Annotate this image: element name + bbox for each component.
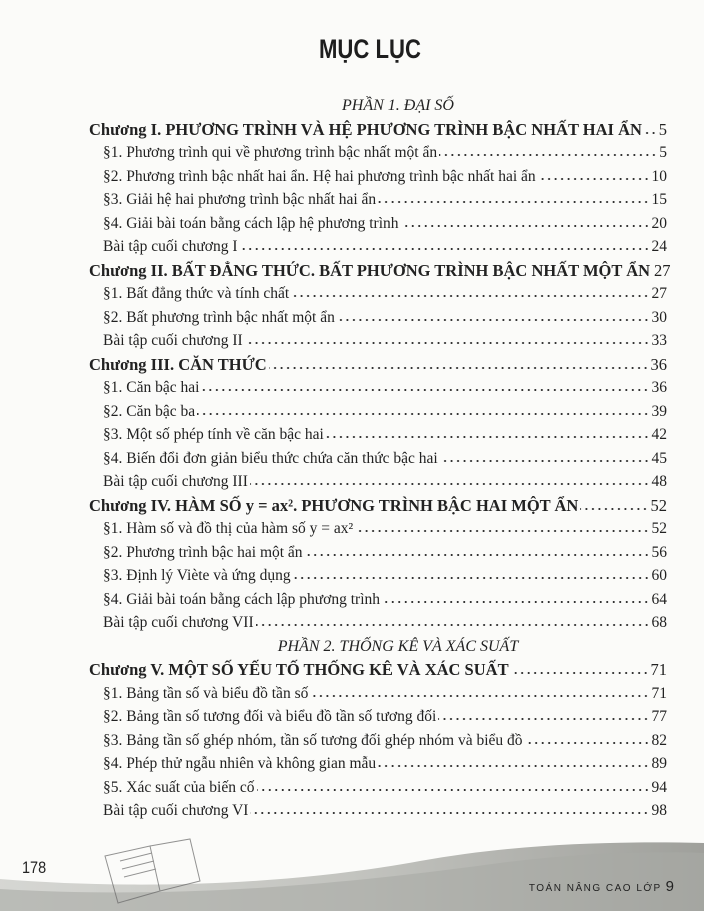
entry-page-number: 20 <box>651 214 667 232</box>
entry-page-number: 27 <box>651 285 667 302</box>
dot-leader <box>580 507 648 511</box>
dot-leader <box>538 177 650 181</box>
toc-section-entry <box>89 776 667 800</box>
toc-section-entry <box>89 212 667 236</box>
entry-page-number: 5 <box>659 144 667 161</box>
dot-leader <box>326 435 650 439</box>
dot-leader <box>382 600 649 604</box>
part-heading: PHẦN 2. THỐNG KÊ VÀ XÁC SUẤT <box>277 637 519 655</box>
entry-page-number: 42 <box>651 426 667 443</box>
entry-page-number: 71 <box>651 684 667 702</box>
entry-title: §1. Bất đẳng thức và tính chất <box>103 285 290 302</box>
entry-page-number: 68 <box>651 614 667 631</box>
toc-section-entry <box>89 588 667 612</box>
dot-leader <box>378 764 649 768</box>
book-title <box>529 878 674 895</box>
page-title: MỤC LỤC <box>318 34 422 64</box>
entry-title: §3. Bảng tần số ghép nhóm, tần số tương đối ghép nhóm và biểu đồ <box>103 731 523 749</box>
dot-leader <box>378 200 649 204</box>
dot-leader <box>256 623 650 627</box>
entry-page-number: 94 <box>651 778 667 796</box>
entry-title: §1. Bảng tần số và biểu đồ tần số <box>103 684 309 702</box>
entry-page-number: 27 <box>654 260 671 280</box>
dot-leader <box>305 553 650 557</box>
entry-title: §2. Phương trình bậc hai một ẩn <box>103 543 303 561</box>
dot-leader <box>197 412 649 416</box>
entry-page-number: 77 <box>651 708 667 725</box>
toc-chapter-entry <box>89 494 667 518</box>
toc-section-entry <box>89 541 667 565</box>
entry-page-number: 52 <box>651 520 667 537</box>
entry-page-number: 64 <box>651 590 667 608</box>
entry-title: §5. Xác suất của biến cố <box>103 778 255 796</box>
entry-page-number: 24 <box>651 238 667 255</box>
entry-title: §3. Một số phép tính về căn bậc hai <box>103 426 324 443</box>
grade-number: 9 <box>665 878 674 895</box>
entry-page-number: 71 <box>650 660 667 679</box>
book-title-text: TOÁN NÂNG CAO LỚP <box>528 883 662 894</box>
entry-title: §4. Phép thử ngẫu nhiên và không gian mẫu <box>103 755 377 772</box>
entry-page-number: 45 <box>651 449 667 467</box>
entry-page-number: 5 <box>658 119 667 139</box>
entry-title: §2. Phương trình bậc nhất hai ẩn. Hệ hai phương trình bậc nhất hai ẩn <box>103 167 536 185</box>
entry-title: §4. Biến đổi đơn giản biểu thức chứa căn thức bậc hai <box>103 449 438 467</box>
entry-page-number: 98 <box>651 802 667 819</box>
dot-leader <box>525 741 650 745</box>
entry-page-number: 36 <box>650 354 667 374</box>
toc-section-entry <box>89 235 667 259</box>
toc-section-entry <box>89 611 667 635</box>
dot-leader <box>511 671 649 675</box>
entry-page-number: 15 <box>651 191 667 208</box>
toc-section-entry <box>89 447 667 471</box>
toc-section-entry <box>89 564 667 588</box>
entry-title: §1. Hàm số và đồ thị của hàm số y = ax² <box>103 520 354 537</box>
entry-page-number: 52 <box>650 495 667 515</box>
entry-title: §4. Giải bài toán bằng cách lập hệ phương trình <box>103 214 399 232</box>
dot-leader <box>245 341 650 345</box>
entry-title: §2. Căn bậc ba <box>103 402 196 420</box>
dot-leader <box>438 717 649 721</box>
entry-page-number: 36 <box>651 379 667 396</box>
toc-chapter-entry <box>89 353 667 377</box>
toc-section-entry <box>89 165 667 189</box>
entry-page-number: 10 <box>651 167 667 185</box>
dot-leader <box>250 811 649 815</box>
dot-leader <box>644 131 657 135</box>
toc-section-entry <box>89 306 667 330</box>
dot-leader <box>401 224 650 228</box>
toc-section-entry <box>89 282 667 306</box>
dot-leader <box>240 247 650 251</box>
dot-leader <box>257 788 650 792</box>
entry-title: §1. Căn bậc hai <box>103 379 200 396</box>
entry-title: Bài tập cuối chương I <box>103 238 238 255</box>
entry-title: Bài tập cuối chương VII <box>103 614 254 631</box>
dot-leader <box>439 153 657 157</box>
entry-title: §2. Bảng tần số tương đối và biểu đồ tần số tương đối <box>103 708 437 725</box>
entry-page-number: 33 <box>651 332 667 349</box>
dot-leader <box>201 388 649 392</box>
entry-page-number: 89 <box>651 755 667 772</box>
entry-title: §2. Bất phương trình bậc nhất một ẩn <box>103 308 335 326</box>
toc-section-entry <box>89 682 667 706</box>
dot-leader <box>293 576 650 580</box>
entry-title: §3. Giải hệ hai phương trình bậc nhất hai ẩn <box>103 191 377 208</box>
toc-section-entry <box>89 423 667 447</box>
entry-title: §1. Phương trình qui về phương trình bậc nhất một ẩn <box>103 144 438 161</box>
entry-page-number: 39 <box>651 402 667 420</box>
entry-page-number: 48 <box>651 473 667 490</box>
toc-section-entry <box>89 517 667 541</box>
entry-title: §4. Giải bài toán bằng cách lập phương trình <box>103 590 381 608</box>
entry-page-number: 30 <box>651 308 667 326</box>
entry-page-number: 56 <box>651 543 667 561</box>
entry-title: Chương V. MỘT SỐ YẾU TỐ THỐNG KÊ VÀ XÁC SUẤT <box>89 660 509 679</box>
table-of-contents <box>89 94 671 823</box>
toc-section-entry <box>89 729 667 753</box>
toc-chapter-entry <box>89 658 667 682</box>
entry-title: Bài tập cuối chương VI <box>103 802 249 819</box>
entry-page-number: 82 <box>651 731 667 749</box>
entry-title: Bài tập cuối chương III <box>103 473 248 490</box>
dot-leader <box>355 529 649 533</box>
entry-title: Bài tập cuối chương II <box>103 332 243 349</box>
entry-title: Chương IV. HÀM SỐ y = ax². PHƯƠNG TRÌNH BẬC HAI MỘT ẨN <box>89 495 579 515</box>
toc-section-entry <box>89 329 667 353</box>
dot-leader <box>310 694 649 698</box>
toc-section-entry <box>89 376 667 400</box>
footer-wave-decoration <box>0 821 704 911</box>
page-number: 178 <box>22 858 47 877</box>
toc-section-entry <box>89 141 667 165</box>
toc-section-entry <box>89 400 667 424</box>
dot-leader <box>269 366 649 370</box>
dot-leader <box>291 294 649 298</box>
dot-leader <box>250 482 650 486</box>
entry-page-number: 60 <box>651 567 667 584</box>
toc-chapter-entry <box>89 118 667 142</box>
entry-title: §3. Định lý Viète và ứng dụng <box>103 567 291 584</box>
toc-section-entry <box>89 799 667 823</box>
part-heading: PHẦN 1. ĐẠI SỐ <box>342 97 454 114</box>
entry-title: Chương II. BẤT ĐẲNG THỨC. BẤT PHƯƠNG TRÌNH BẬC NHẤT MỘT ẨN <box>89 260 651 280</box>
toc-section-entry <box>89 470 667 494</box>
dot-leader <box>337 318 650 322</box>
toc-section-entry <box>89 188 667 212</box>
toc-chapter-entry <box>89 259 671 283</box>
toc-section-entry <box>89 752 667 776</box>
dot-leader <box>440 459 650 463</box>
toc-section-entry <box>89 705 667 729</box>
entry-title: Chương I. PHƯƠNG TRÌNH VÀ HỆ PHƯƠNG TRÌNH BẬC NHẤT HAI ẨN <box>89 119 642 139</box>
entry-title: Chương III. CĂN THỨC <box>89 354 267 374</box>
